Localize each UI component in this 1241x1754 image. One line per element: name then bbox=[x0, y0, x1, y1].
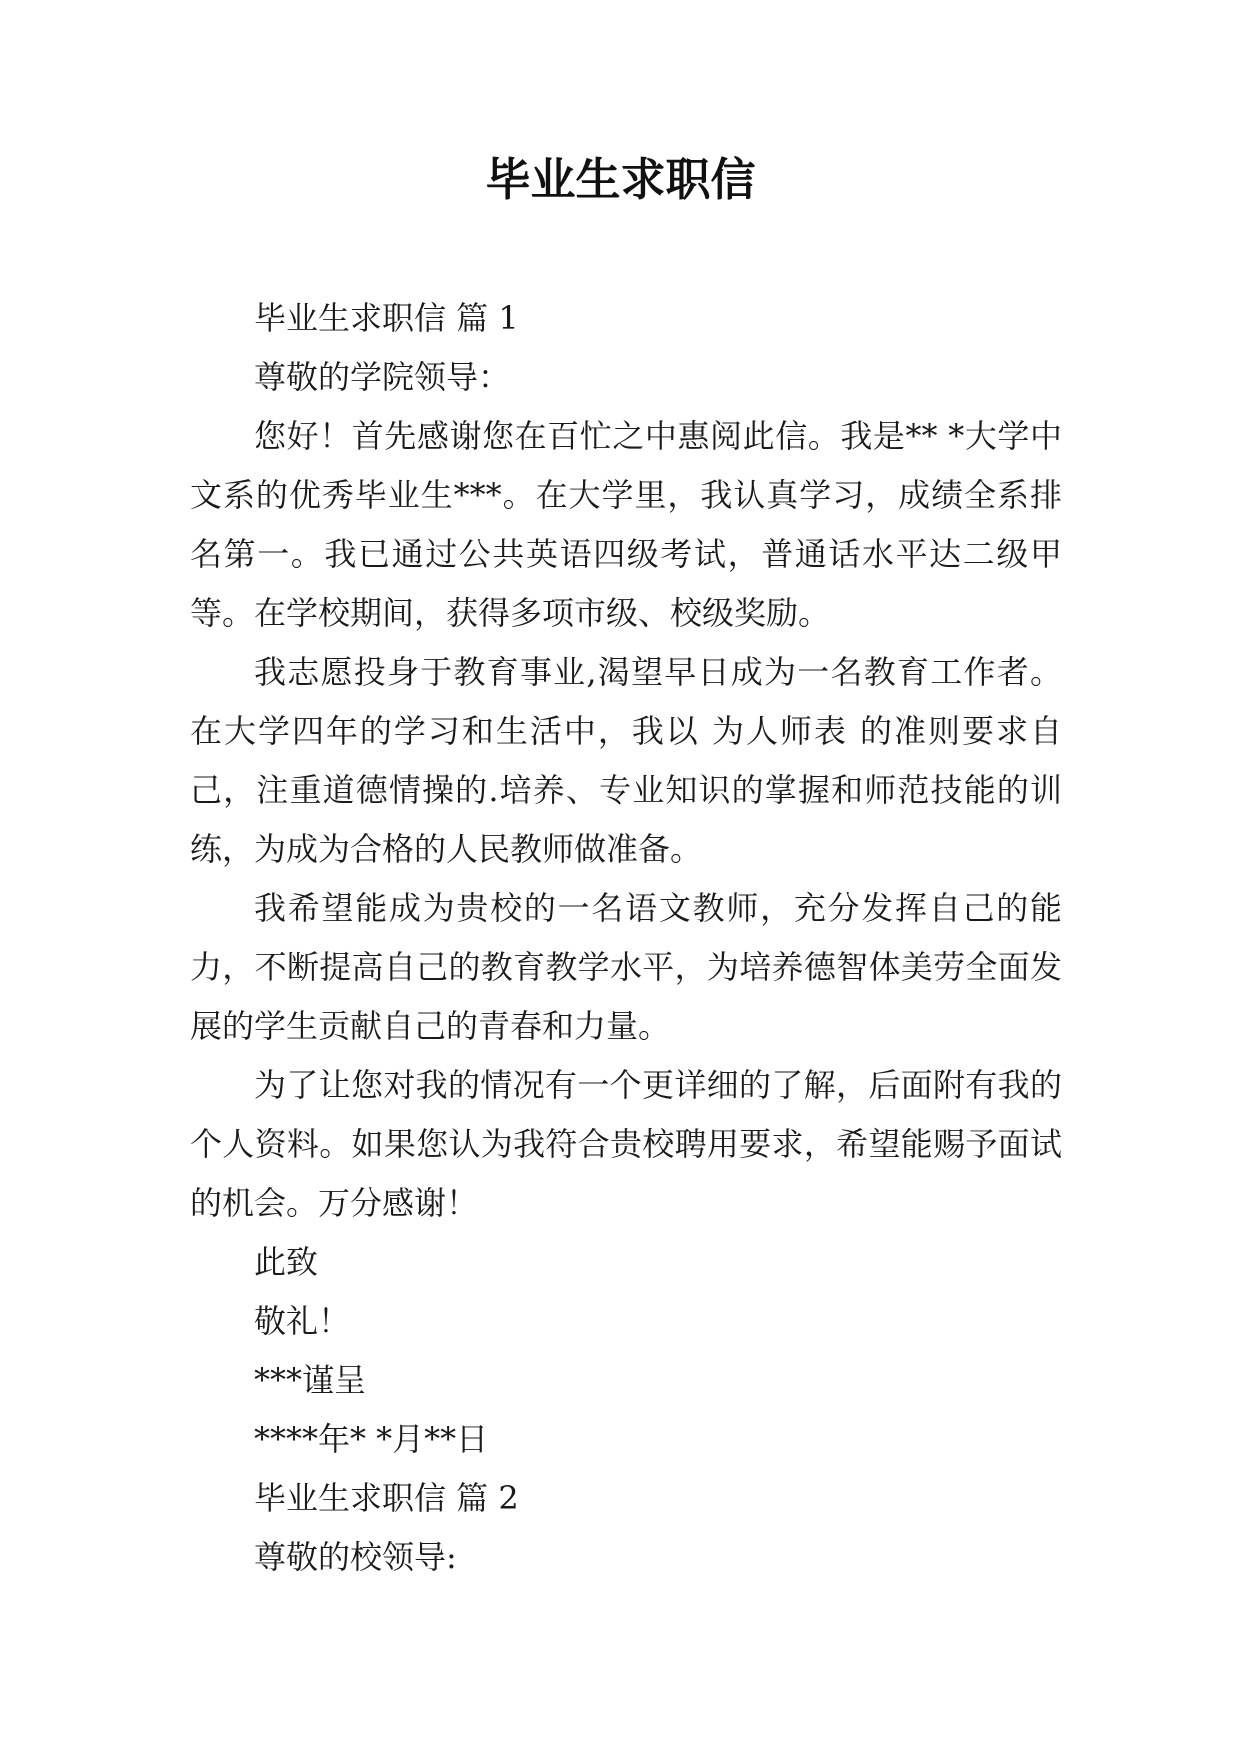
signature: ***谨呈 bbox=[254, 1361, 367, 1399]
salutation: 尊敬的学院领导： bbox=[254, 358, 511, 396]
closing-line: 敬礼！ bbox=[254, 1302, 351, 1340]
body-paragraph: 您好！首先感谢您在百忙之中惠阅此信。我是** *大学中文系的优秀毕业生***。在大学里，我认真学习，成绩全系排名第一。我已通过公共英语四级考试，普通话水平达二级甲等。在学校期间，获得多项市级、校级奖励。 bbox=[190, 417, 1062, 632]
section-heading: 毕业生求职信 篇 2 bbox=[254, 1479, 519, 1517]
salutation: 尊敬的校领导: bbox=[254, 1538, 457, 1576]
closing-line: 此致 bbox=[254, 1243, 319, 1281]
body-paragraph: 我希望能成为贵校的一名语文教师，充分发挥自己的能力，不断提高自己的教育教学水平，为培养德智体美劳全面发展的学生贡献自己的青春和力量。 bbox=[190, 889, 1062, 1045]
document-body bbox=[190, 289, 1062, 1587]
section-heading: 毕业生求职信 篇 1 bbox=[254, 299, 519, 337]
date-line: ****年* *月**日 bbox=[254, 1420, 489, 1458]
document-title: 毕业生求职信 bbox=[485, 153, 756, 206]
body-paragraph: 我志愿投身于教育事业,渴望早日成为一名教育工作者。在大学四年的学习和生活中，我以 为人师表 的准则要求自己，注重道德情操的.培养、专业知识的掌握和师范技能的训练，为成为合格的人民教师做准备。 bbox=[190, 653, 1062, 868]
body-paragraph: 为了让您对我的情况有一个更详细的了解，后面附有我的个人资料。如果您认为我符合贵校聘用要求，希望能赐予面试的机会。万分感谢！ bbox=[190, 1066, 1062, 1222]
